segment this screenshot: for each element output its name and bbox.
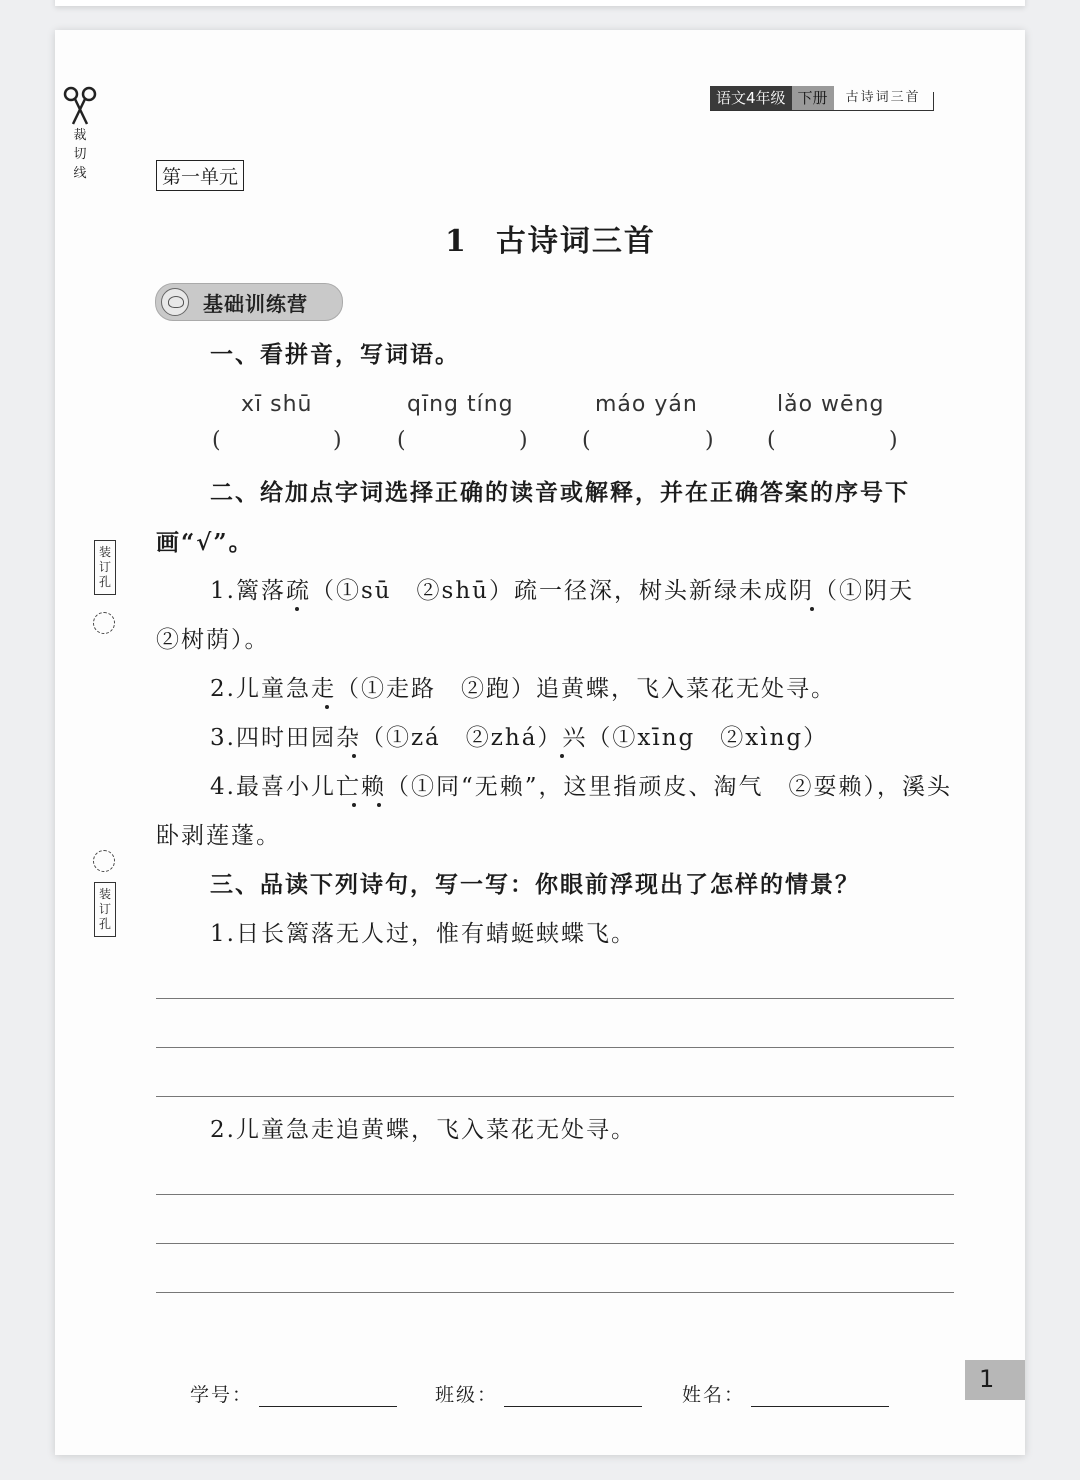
answer-blank-close: ) xyxy=(705,428,714,453)
binding-hole-label: 装订孔 xyxy=(94,540,116,595)
pinyin-2: qīng tíng xyxy=(407,392,514,417)
q2-item4-line1: 4.最喜小儿亡赖（①同“无赖”，这里指顽皮、淘气 ②耍赖），溪头 xyxy=(210,774,952,800)
q2-item1-line2: ②树荫）。 xyxy=(156,627,270,653)
answer-blank-close: ) xyxy=(889,428,898,453)
emphasis-dot xyxy=(352,803,356,807)
q2-heading-line1: 二、给加点字词选择正确的读音或解释，并在正确答案的序号下 xyxy=(210,479,910,506)
class-blank[interactable] xyxy=(504,1386,642,1407)
section-badge xyxy=(155,283,343,321)
name-label: 姓名： xyxy=(682,1384,746,1406)
binding-hole-icon xyxy=(93,612,115,634)
binding-hole-icon xyxy=(93,850,115,872)
writing-line[interactable] xyxy=(156,1243,954,1244)
scissors-icon xyxy=(63,86,97,126)
class-field xyxy=(435,1380,642,1407)
student-number-field xyxy=(190,1380,397,1407)
q2-item2: 2.儿童急走（①走路 ②跑）追黄蝶，飞入菜花无处寻。 xyxy=(210,676,836,702)
page-header xyxy=(710,86,934,111)
previous-page-edge xyxy=(55,0,1025,6)
header-lesson: 古诗词三首 xyxy=(845,90,921,105)
answer-blank-open: ( xyxy=(767,428,776,453)
writing-line[interactable] xyxy=(156,1047,954,1048)
lesson-number: 1 xyxy=(445,224,468,259)
page-number: 1 xyxy=(965,1360,1025,1400)
q2-item1-line1: 1.篱落疏（①sū ②shū）疏一径深，树头新绿未成阴（①阴天 xyxy=(210,578,914,604)
pinyin-1: xī shū xyxy=(241,392,313,417)
writing-line[interactable] xyxy=(156,1096,954,1097)
emphasis-dot xyxy=(560,754,564,758)
class-label: 班级： xyxy=(435,1384,499,1406)
writing-line[interactable] xyxy=(156,1292,954,1293)
name-field xyxy=(682,1380,889,1407)
answer-blank-open: ( xyxy=(397,428,406,453)
section-label: 基础训练营 xyxy=(203,291,308,316)
workbook-page xyxy=(55,30,1025,1455)
student-number-label: 学号： xyxy=(190,1384,254,1406)
header-end-mark xyxy=(931,92,934,110)
q2-item3: 3.四时田园杂（①zá ②zhá）兴（①xīng ②xìng） xyxy=(210,725,829,751)
answer-blank-open: ( xyxy=(212,428,221,453)
lesson-title xyxy=(445,216,656,260)
pinyin-4: lǎo wēng xyxy=(777,392,885,417)
lesson-title-text: 古诗词三首 xyxy=(495,224,656,259)
writing-line[interactable] xyxy=(156,998,954,999)
header-volume: 下册 xyxy=(792,86,834,110)
q3-item1: 1.日长篱落无人过，惟有蜻蜓蛱蝶飞。 xyxy=(210,921,636,947)
unit-label: 第一单元 xyxy=(156,160,244,191)
binding-hole-label: 装订孔 xyxy=(94,882,116,937)
header-grade: 语文4年级 xyxy=(710,86,792,110)
pinyin-3: máo yán xyxy=(595,392,698,417)
q2-item4-line2: 卧剥莲蓬。 xyxy=(156,823,281,849)
emphasis-dot xyxy=(352,754,356,758)
name-blank[interactable] xyxy=(751,1386,889,1407)
q2-heading-line2: 画“√”。 xyxy=(156,529,254,556)
cut-line-label: 裁切线 xyxy=(73,128,87,181)
emphasis-dot xyxy=(295,607,299,611)
cat-face-icon xyxy=(161,288,189,316)
answer-blank-close: ) xyxy=(333,428,342,453)
emphasis-dot xyxy=(810,607,814,611)
emphasis-dot xyxy=(377,803,381,807)
answer-blank-close: ) xyxy=(519,428,528,453)
emphasis-dot xyxy=(325,705,329,709)
q3-heading: 三、品读下列诗句，写一写：你眼前浮现出了怎样的情景？ xyxy=(210,871,860,898)
q3-item2: 2.儿童急走追黄蝶，飞入菜花无处寻。 xyxy=(210,1117,636,1143)
answer-blank-open: ( xyxy=(582,428,591,453)
student-number-blank[interactable] xyxy=(259,1386,397,1407)
q1-heading: 一、看拼音，写词语。 xyxy=(210,341,460,368)
writing-line[interactable] xyxy=(156,1194,954,1195)
